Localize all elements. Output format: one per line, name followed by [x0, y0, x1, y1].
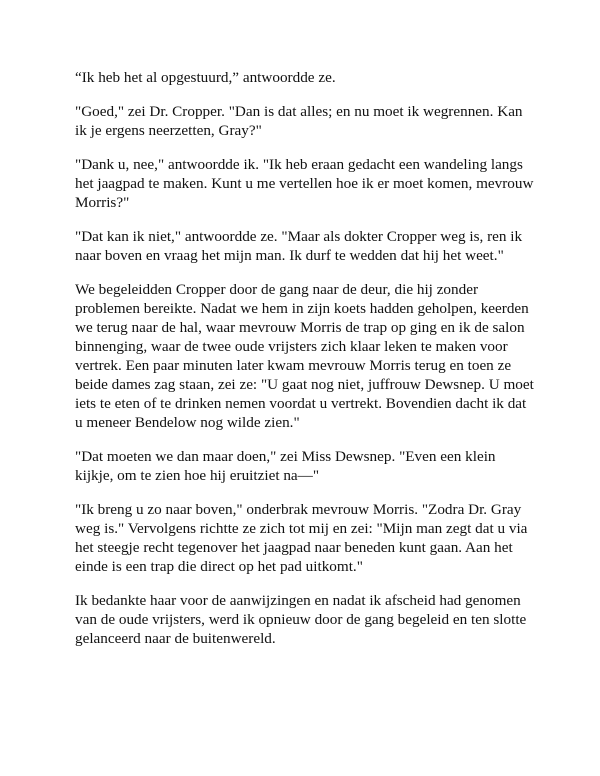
- document-page: [75, 68, 535, 663]
- paragraph-3: "Dank u, nee," antwoordde ik. "Ik heb eraan gedacht een wandeling langs het jaagpad te maken. Kunt u me vertellen hoe ik er moet komen, mevrouw Morris?": [75, 156, 534, 211]
- paragraph-5: We begeleidden Cropper door de gang naar de deur, die hij zonder problemen bereikte. Nadat we hem in zijn koets hadden geholpen, keerden we terug naar de hal, waar mevrouw Morris de trap op ging en ik de salon binnenging, waar de twee oude vrijsters zich klaar leken te maken voor vertrek. Een paar minuten later kwam mevrouw Morris terug en toen ze beide dames zag staan, zei ze: "U gaat nog niet, juffrouw Dewsnep. U moet iets te eten of te drinken nemen voordat u vertrekt. Bovendien dacht ik dat u meneer Bendelow nog wilde zien.": [75, 281, 534, 431]
- paragraph-2: "Goed," zei Dr. Cropper. "Dan is dat alles; en nu moet ik wegrennen. Kan ik je ergens neerzetten, Gray?": [75, 103, 523, 139]
- paragraph-8: Ik bedankte haar voor de aanwijzingen en nadat ik afscheid had genomen van de oude vrijsters, werd ik opnieuw door de gang begeleid en ten slotte gelanceerd naar de buitenwereld.: [75, 592, 527, 647]
- paragraph-4: "Dat kan ik niet," antwoordde ze. "Maar als dokter Cropper weg is, ren ik naar boven en vraag het mijn man. Ik durf te wedden dat hij het weet.": [75, 228, 523, 264]
- paragraph-6: "Dat moeten we dan maar doen," zei Miss Dewsnep. "Even een klein kijkje, om te zien hoe hij eruitziet na—": [75, 448, 496, 484]
- paragraph-7: "Ik breng u zo naar boven," onderbrak mevrouw Morris. "Zodra Dr. Gray weg is." Vervolgens richtte ze zich tot mij en zei: "Mijn man zegt dat u via het steegje recht tegenover het jaagpad naar beneden kunt gaan. Aan het einde is een trap die direct op het pad uitkomt.": [75, 501, 528, 575]
- paragraph-1: “Ik heb het al opgestuurd,” antwoordde ze.: [75, 69, 336, 86]
